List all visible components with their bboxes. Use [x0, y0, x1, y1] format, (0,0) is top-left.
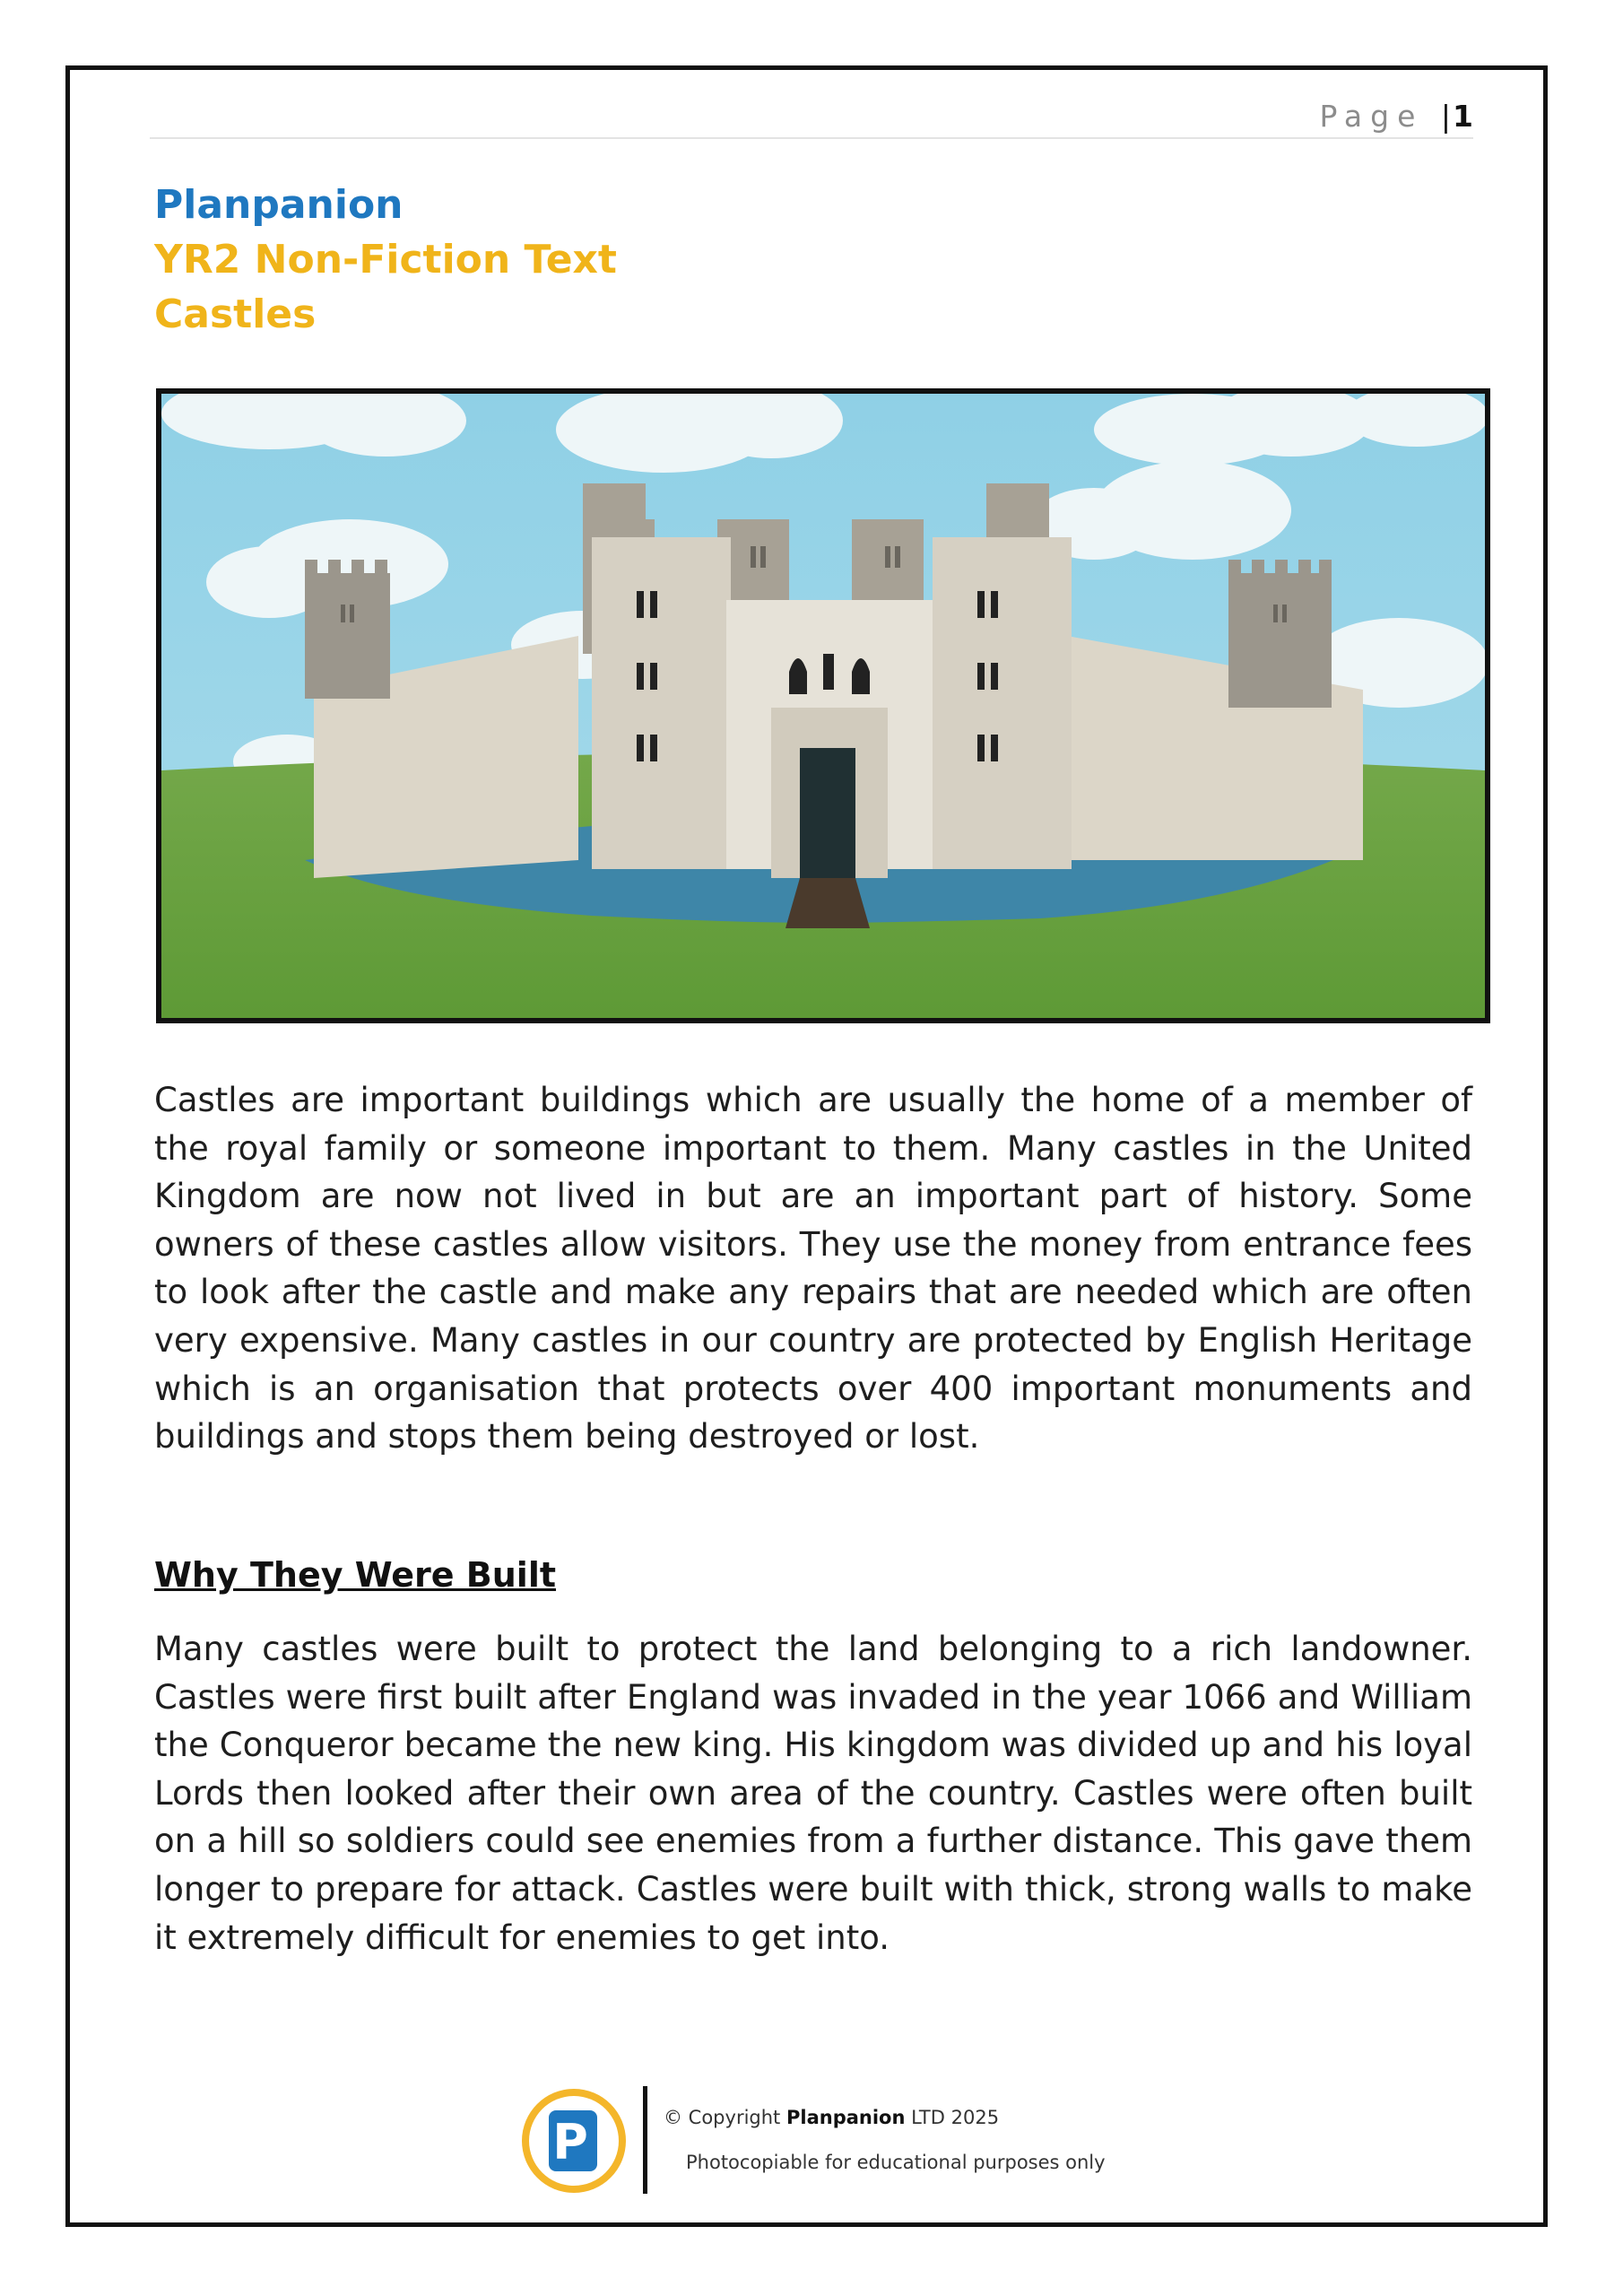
- photocopiable-note: Photocopiable for educational purposes only: [686, 2152, 1106, 2173]
- brand-title: Planpanion: [154, 182, 404, 228]
- copyright-prefix: © Copyright: [664, 2107, 781, 2128]
- logo-letter: P: [552, 2114, 588, 2170]
- topic-title: Castles: [154, 291, 317, 337]
- logo-icon: [518, 2085, 629, 2196]
- footer-separator: [643, 2086, 647, 2194]
- paragraph-why-built: Many castles were built to protect the land belonging to a rich landowner. Castles were first built after England was invaded in the year 1066 and William the Conqueror became the new king. His kingdom was divided up and his loyal Lords then looked after their own area of the country. Castles were often built on a hill so soldiers could see enemies from a further distance. This gave them longer to prepare for attack. Castles were built with thick, strong walls to make it extremely difficult for enemies to get into.: [154, 1630, 1472, 1957]
- page-number-value: 1: [1453, 99, 1473, 134]
- company-name: Planpanion: [785, 2107, 906, 2128]
- planpanion-logo: [518, 2085, 629, 2196]
- paragraph-intro: Castles are important buildings which are usually the home of a member of the royal family or someone important to them. Many castles in the United Kingdom are now not lived in but are an important part of history. Some owners of these castles allow visitors. They use the money from entrance fees to look after the castle and make any repairs that are needed which are often very expensive. Many castles in our country are protected by English Heritage which is an organisation that protects over 400 important monuments and buildings and stops them being destroyed or lost.: [154, 1081, 1472, 1457]
- section-heading: Why They Were Built: [154, 1555, 557, 1595]
- castle-icon: [161, 394, 1485, 1018]
- copyright-suffix: LTD 2025: [911, 2107, 1000, 2128]
- castle-illustration: [156, 388, 1490, 1023]
- copyright-line: [664, 2107, 999, 2128]
- page-separator: |: [1440, 99, 1452, 134]
- title-block: [154, 178, 617, 342]
- page-label: Page: [1319, 99, 1424, 134]
- subtitle: YR2 Non-Fiction Text: [154, 237, 617, 283]
- header-rule: [150, 137, 1473, 139]
- page-number: [1320, 99, 1473, 134]
